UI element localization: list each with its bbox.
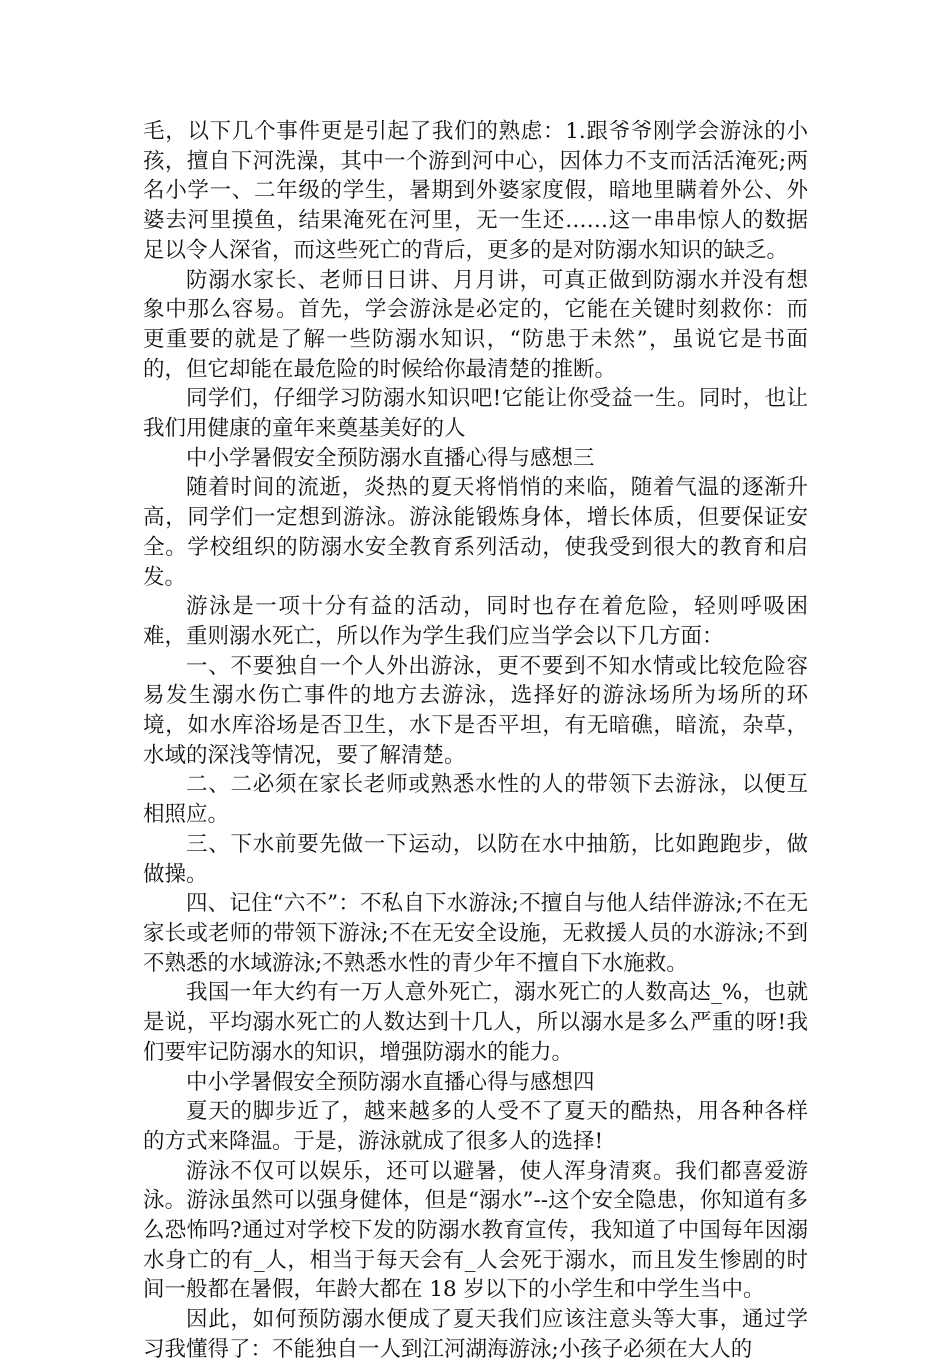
paragraph-9: 因此，如何预防溺水便成了夏天我们应该注意头等大事，通过学习我懂得了：不能独自一人到江河湖海游泳;小孩子必须在大人的	[143, 1307, 808, 1362]
document-page	[143, 117, 808, 1365]
list-item-4: 四、记住“六不”：不私自下水游泳;不擅自与他人结伴游泳;不在无家长或老师的带领下游泳;不在无安全设施，无救援人员的水游泳;不到不熟悉的水域游泳;不熟悉水性的青少年不擅自下水施救。	[143, 891, 808, 976]
paragraph-6: 我国一年大约有一万人意外死亡，溺水死亡的人数高达_%，也就是说，平均溺水死亡的人数达到十几人，所以溺水是多么严重的呀!我们要牢记防溺水的知识，增强防溺水的能力。	[143, 980, 808, 1065]
paragraph-5: 游泳是一项十分有益的活动，同时也存在着危险，轻则呼吸困难，重则溺水死亡，所以作为学生我们应当学会以下几方面：	[143, 594, 808, 649]
paragraph-3: 同学们，仔细学习防溺水知识吧!它能让你受益一生。同时，也让我们用健康的童年来奠基美好的人	[143, 386, 808, 442]
list-item-2: 二、二必须在家长老师或熟悉水性的人的带领下去游泳，以便互相照应。	[143, 772, 808, 828]
paragraph-2: 防溺水家长、老师日日讲、月月讲，可真正做到防溺水并没有想象中那么容易。首先，学会游泳是必定的，它能在关键时刻救你：而更重要的就是了解一些防溺水知识，“防患于未然”，虽说它是书面的，但它却能在最危险的时候给你最清楚的推断。	[143, 267, 808, 382]
section-heading-3: 中小学暑假安全预防溺水直播心得与感想三	[186, 445, 595, 471]
section-heading-4: 中小学暑假安全预防溺水直播心得与感想四	[186, 1069, 595, 1095]
paragraph-8: 游泳不仅可以娱乐，还可以避暑，使人浑身清爽。我们都喜爱游泳。游泳虽然可以强身健体，但是“溺水”--这个安全隐患，你知道有多么恐怖吗?通过对学校下发的防溺水教育宣传，我知道了中国每年因溺水身亡的有_人，相当于每天会有_人会死于溺水，而且发生惨剧的时间一般都在暑假，年龄大都在 18 岁以下的小学生和中学生当中。	[143, 1158, 808, 1303]
list-item-1: 一、不要独自一个人外出游泳，更不要到不知水情或比较危险容易发生溺水伤亡事件的地方去游泳，选择好的游泳场所为场所的环境，如水库浴场是否卫生，水下是否平坦，有无暗礁，暗流，杂草，水域的深浅等情况，要了解清楚。	[143, 653, 808, 768]
paragraph-4: 随着时间的流逝，炎热的夏天将悄悄的来临，随着气温的逐渐升高，同学们一定想到游泳。游泳能锻炼身体，增长体质，但要保证安全。学校组织的防溺水安全教育系列活动，使我受到很大的教育和启发。	[143, 475, 808, 590]
paragraph-1: 毛，以下几个事件更是引起了我们的熟虑：1.跟爷爷刚学会游泳的小孩，擅自下河洗澡，其中一个游到河中心，因体力不支而活活淹死;两名小学一、二年级的学生，暑期到外婆家度假，暗地里瞒着外公、外婆去河里摸鱼，结果淹死在河里，无一生还……这一串串惊人的数据足以令人深省，而这些死亡的背后，更多的是对防溺水知识的缺乏。	[143, 119, 808, 263]
list-item-3: 三、下水前要先做一下运动，以防在水中抽筋，比如跑跑步，做做操。	[143, 831, 808, 887]
paragraph-7: 夏天的脚步近了，越来越多的人受不了夏天的酷热，用各种各样的方式来降温。于是，游泳就成了很多人的选择!	[143, 1099, 808, 1154]
